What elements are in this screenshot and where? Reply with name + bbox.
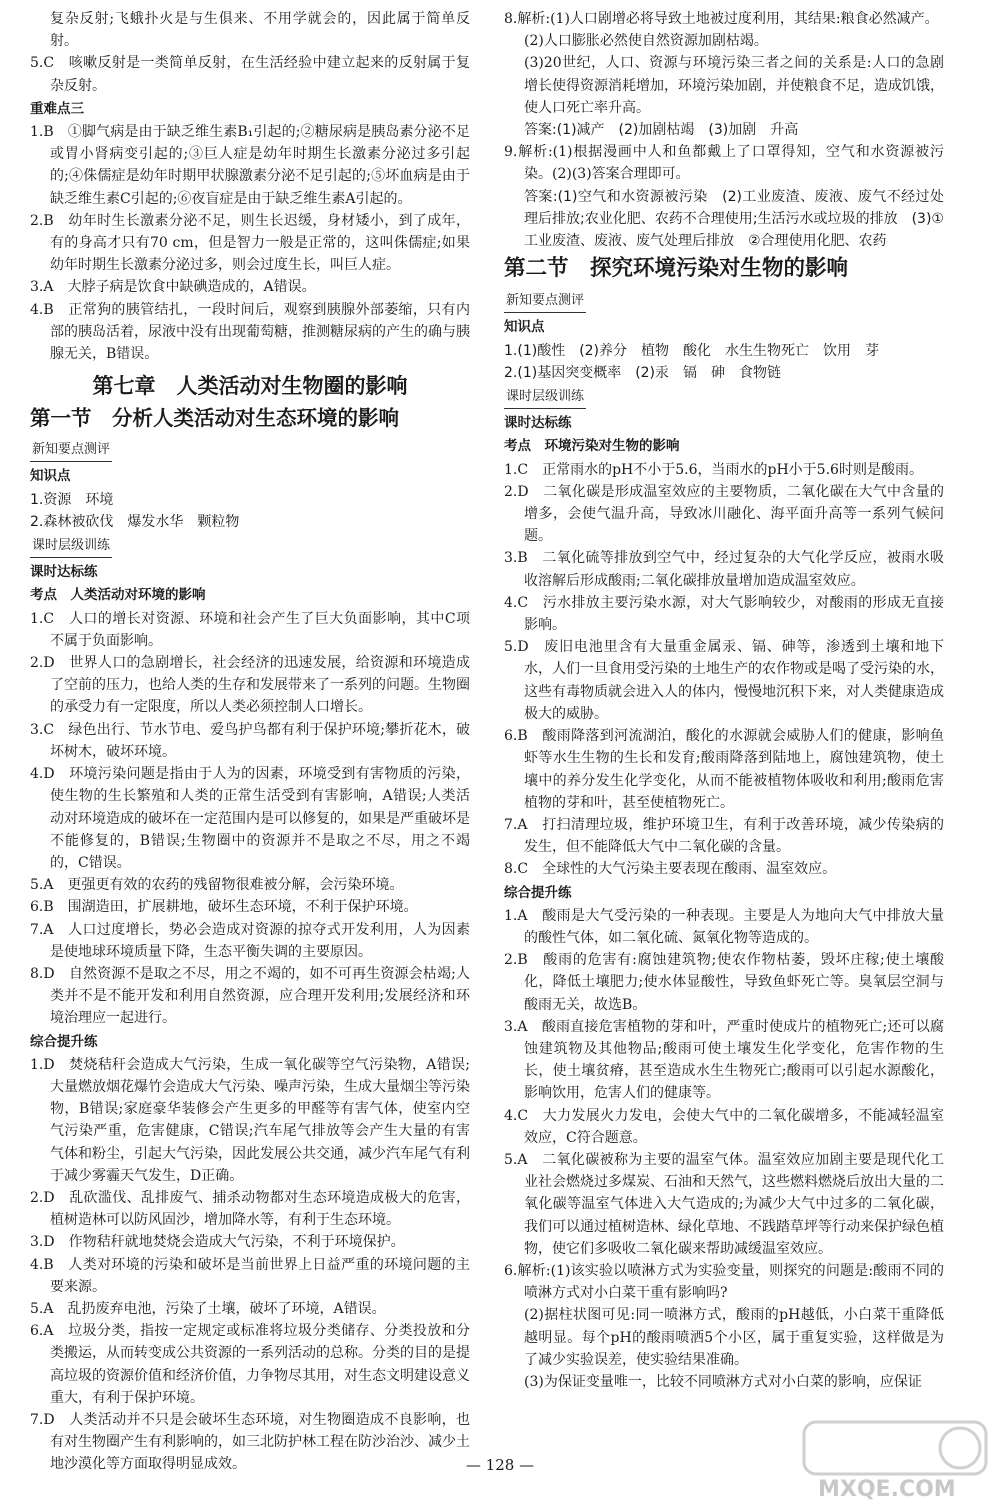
answer-item: 2.B 幼年时生长激素分泌不足，则生长迟缓，身材矮小，到了成年，有的身高才只有70 cm，但是智力一般是正常的，这叫侏儒症;如果幼年时期生长激素分泌过多，则会过度生长，叫巨人症。: [30, 212, 470, 274]
answer-item: 1.D 焚烧秸秆会造成大气污染，生成一氧化碳等空气污染物，A错误;大量燃放烟花爆竹会造成大气污染、噪声污染，生成大量烟尘等污染物，B错误;家庭豪华装修会产生更多的甲醛等有害气体，使室内空气污染严重，危害健康，C错误;汽车尾气排放等会产生大量的有害气体和粉尘，引起大气污染，因此发展公共交通，减少汽车尾气有利于减少雾霾天气发生，D正确。: [30, 1056, 470, 1184]
left-column: [30, 11, 470, 1476]
knowledge-item: 1.(1)酸性 (2)养分 植物 酸化 水生生物死亡 饮用 芽: [504, 342, 880, 359]
answer-item: 5.C 咳嗽反射是一类简单反射，在生活经验中建立起来的反射属于复杂反射。: [30, 55, 470, 94]
tag-keshi: 课时层级训练: [504, 386, 586, 409]
answer-item: 答案:(1)空气和水资源被污染 (2)工业废渣、废液、废气不经过处理后排放;农业化肥、农药不合理使用;生活污水或垃圾的排放 (3)①工业废渣、废液、废气处理后排放 ②合理使用化肥、农药: [524, 188, 944, 250]
answer-item: 5.A 更强更有效的农药的残留物很难被分解，会污染环境。: [30, 877, 404, 894]
knowledge-item: 2.森林被砍伐 爆发水华 颗粒物: [30, 513, 240, 530]
svg-text:MXQE.COM: MXQE.COM: [818, 1477, 956, 1502]
tag-xinzhi: 新知要点测评: [504, 290, 586, 313]
knowledge-item: 1.资源 环境: [30, 491, 114, 508]
heading-zonghe: 综合提升练: [504, 884, 572, 901]
answer-item: 3.A 酸雨直接危害植物的芽和叶，严重时使成片的植物死亡;还可以腐蚀建筑物及其他物品;酸雨可使土壤发生化学变化，危害作物的生长，使土壤贫瘠，甚至造成水生生物死亡;酸雨可以引起水源酸化，影响饮用，危害人们的健康等。: [504, 1018, 944, 1102]
tag-xinzhi: 新知要点测评: [30, 439, 112, 462]
answer-item: 4.D 环境污染问题是指由于人为的因素，环境受到有害物质的污染，使生物的生长繁殖和人类的正常生活受到有害影响，A错误;人类活动对环境造成的破坏在一定范围内是可以修复的，如果是严重破坏是不能修复的，B错误;生物圈中的资源并不是取之不尽，用之不竭的，C错误。: [30, 766, 470, 871]
answer-item: 4.B 正常狗的胰管结扎，一段时间后，观察到胰腺外部萎缩，只有内部的胰岛活着，尿液中没有出现葡萄糖，推测糖尿病的产生的确与胰腺无关，B错误。: [30, 301, 470, 363]
answer-item: 2.D 世界人口的急剧增长，社会经济的迅速发展，给资源和环境造成了空前的压力，也给人类的生存和发展带来了一系列的问题。生物圈的承受力有一定限度，所以人类必须控制人口增长。: [30, 655, 470, 716]
answer-item: 5.D 废旧电池里含有大量重金属汞、镉、砷等，渗透到土壤和地下水，人们一旦食用受污染的土地生产的农作物或是喝了受污染的水，这些有毒物质就会进入人的体内，慢慢地沉积下来，对人类健康造成极大的威胁。: [504, 639, 944, 722]
heading-zhishidian: 知识点: [504, 319, 545, 336]
answer-item: 6.解析:(1)该实验以喷淋方式为实验变量，则探究的问题是:酸雨不同的喷淋方式对小白菜干重有影响吗?: [504, 1262, 944, 1302]
answer-item: 8.D 自然资源不是取之不尽，用之不竭的，如不可再生资源会枯竭;人类并不是不能开发和利用自然资源，应合理开发利用;发展经济和环境治理应一起进行。: [30, 965, 470, 1027]
answer-item: 6.A 垃圾分类，指按一定规定或标准将垃圾分类储存、分类投放和分类搬运，从而转变成公共资源的一系列活动的总称。分类的目的是提高垃圾的资源价值和经济价值，力争物尽其用，对生态文明建设意义重大，有利于保护环境。: [30, 1323, 470, 1406]
answer-item: 5.A 乱扔废弃电池，污染了土壤，破坏了环境，A错误。: [30, 1300, 386, 1317]
answer-item: 3.A 大脖子病是饮食中缺碘造成的，A错误。: [30, 279, 316, 296]
answer-item: 1.C 人口的增长对资源、环境和社会产生了巨大负面影响，其中C项不属于负面影响。: [30, 610, 470, 649]
answer-item: 5.A 二氧化碳被称为主要的温室气体。温室效应加剧主要是现代化工业社会燃烧过多煤炭、石油和天然气，这些燃料燃烧后放出大量的二氧化碳等温室气体进入大气造成的;为减少大气中过多的二氧化碳，我们可以通过植树造林、绿化草地、不践踏草坪等行动来保护绿色植物，使它们多吸收二氧化碳来帮助减缓温室效应。: [504, 1151, 944, 1257]
answer-item: 答案:(1)减产 (2)加剧枯竭 (3)加剧 升高: [524, 122, 799, 139]
answer-item: 6.B 酸雨降落到河流湖泊，酸化的水源就会威胁人们的健康，影响鱼虾等水生生物的生长和发育;酸雨降落到陆地上，腐蚀建筑物，使土壤中的养分发生化学变化，从而不能被植物体吸收和利用;酸雨危害植物的芽和叶，甚至使植物死亡。: [504, 728, 944, 811]
answer-item: 8.解析:(1)人口剧增必将导致土地被过度利用，其结果:粮食必然减产。: [504, 11, 939, 27]
answer-item: 1.C 正常雨水的pH不小于5.6，当雨水的pH小于5.6时则是酸雨。: [504, 461, 923, 478]
heading-nandian3: 重难点三: [30, 100, 84, 117]
text-paragraph: 复杂反射;飞蛾扑火是与生俱来、不用学就会的，因此属于简单反射。: [50, 11, 470, 50]
heading-kaodian: 考点 人类活动对环境的影响: [30, 587, 206, 604]
answer-item: 7.D 人类活动并不只是会破坏生态环境，对生物圈造成不良影响，也有对生物圈产生有利影响的，如三北防护林工程在防沙治沙、减少土地沙漠化等方面取得明显成效。: [30, 1411, 470, 1473]
answer-item: 6.B 围湖造田，扩展耕地，破坏生态环境，不利于保护环境。: [30, 899, 418, 916]
answer-item: 7.A 打扫清理垃圾，维护环境卫生，有利于改善环境，减少传染病的发生，但不能降低大气中二氧化碳的含量。: [504, 816, 944, 856]
answer-item: 7.A 人口过度增长，势必会造成对资源的掠夺式开发利用，人为因素是使地球环境质量下降，生态平衡失调的主要原因。: [30, 921, 470, 960]
answer-item: 2.D 乱砍滥伐、乱排废气、捕杀动物都对生态环境造成极大的危害，植树造林可以防风固沙，增加降水等，有利于生态环境。: [30, 1189, 470, 1229]
heading-dabiao: 课时达标练: [30, 564, 98, 581]
section-title: 第一节 分析人类活动对生态环境的影响: [30, 406, 399, 431]
answer-item: 4.B 人类对环境的污染和破坏是当前世界上日益严重的环境问题的主要来源。: [30, 1256, 470, 1295]
watermark-logo: [800, 1418, 990, 1504]
answer-item: 4.C 大力发展火力发电，会使大气中的二氧化碳增多，不能减轻温室效应，C符合题意。: [504, 1107, 944, 1146]
answer-item: 3.D 作物秸秆就地焚烧会造成大气污染，不利于环境保护。: [30, 1234, 405, 1251]
heading-dabiao: 课时达标练: [504, 415, 572, 432]
page-number: — 128 —: [465, 1456, 535, 1474]
heading-zonghe: 综合提升练: [30, 1033, 98, 1050]
answer-item: 1.A 酸雨是大气受污染的一种表现。主要是人为地向大气中排放大量的酸性气体，如二氧化硫、氮氧化物等造成的。: [504, 907, 944, 946]
right-column: [504, 11, 944, 1393]
heading-zhishidian: 知识点: [30, 468, 71, 485]
answer-item: 4.C 污水排放主要污染水源，对大气影响较少，对酸雨的形成无直接影响。: [504, 594, 944, 634]
answer-item: 2.B 酸雨的危害有:腐蚀建筑物;使农作物枯萎，毁坏庄稼;使土壤酸化，降低土壤肥力;使水体显酸性，导致鱼虾死亡等。臭氧层空洞与酸雨无关，故选B。: [504, 952, 944, 1013]
answer-item: (2)据柱状图可见:同一喷淋方式，酸雨的pH越低，小白菜干重降低越明显。每个pH的酸雨喷洒5个小区，属于重复实验，这样做是为了减少实验误差，使实验结果准确。: [524, 1307, 944, 1368]
answer-item: 1.B ①脚气病是由于缺乏维生素B₁引起的;②糖尿病是胰岛素分泌不足或胃小肾病变引起的;③巨人症是幼年时期生长激素分泌过多引起的;④侏儒症是幼年时期甲状腺激素分泌不足引起的;⑤坏血病是由于缺乏维生素C引起的;⑥夜盲症是由于缺乏维生素A引起的。: [30, 124, 470, 207]
chapter-title: 第七章 人类活动对生物圈的影响: [92, 374, 408, 399]
answer-item: (2)人口膨胀必然使自然资源加剧枯竭。: [524, 33, 768, 50]
answer-item: (3)20世纪，人口、资源与环境污染三者之间的关系是:人口的急剧增长使得资源消耗增加，环境污染加剧，并使粮食不足，造成饥饿，使人口死亡率升高。: [524, 55, 944, 116]
heading-kaodian: 考点 环境污染对生物的影响: [504, 438, 680, 455]
tag-keshi: 课时层级训练: [30, 535, 112, 558]
answer-item: 3.B 二氧化硫等排放到空气中，经过复杂的大气化学反应，被雨水吸收溶解后形成酸雨;二氧化碳排放量增加造成温室效应。: [504, 550, 944, 589]
knowledge-item: 2.(1)基因突变概率 (2)汞 镉 砷 食物链: [504, 364, 782, 381]
section-title: 第二节 探究环境污染对生物的影响: [504, 256, 849, 282]
answer-item: 8.C 全球性的大气污染主要表现在酸雨、温室效应。: [504, 861, 837, 878]
answer-item: (3)为保证变量唯一，比较不同喷淋方式对小白菜的影响，应保证: [524, 1373, 922, 1390]
answer-item: 2.D 二氧化碳是形成温室效应的主要物质，二氧化碳在大气中含量的增多，会使气温升高，导致冰川融化、海平面升高等一系列气候问题。: [504, 483, 944, 545]
answer-item: 9.解析:(1)根据漫画中人和鱼都戴上了口罩得知，空气和水资源被污染。(2)(3)答案合理即可。: [504, 144, 944, 183]
answer-item: 3.C 绿色出行、节水节电、爱鸟护鸟都有利于保护环境;攀折花木，破坏树木，破坏环境。: [30, 721, 470, 760]
